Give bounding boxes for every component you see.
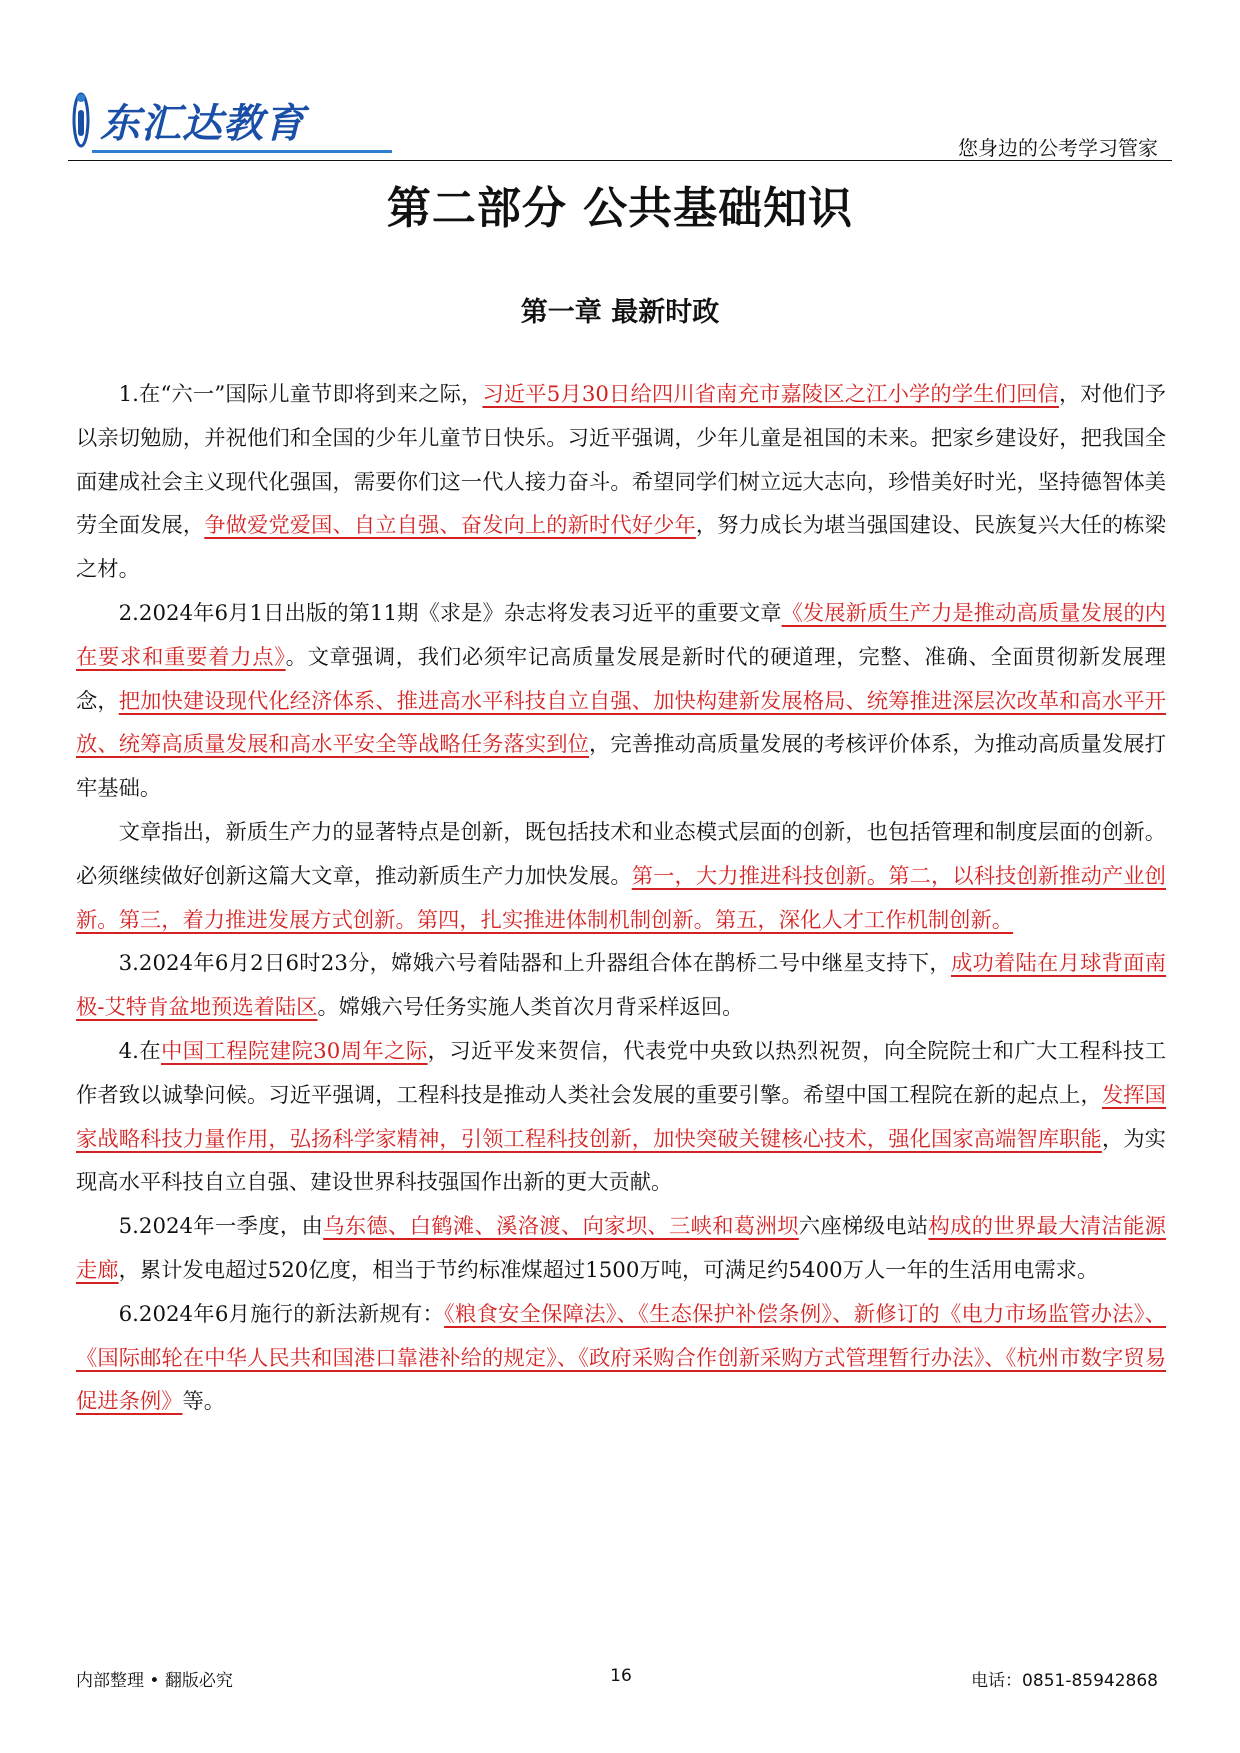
text-run: 。文章强调，我们必须牢记高质量发展是新时代的硬道理，完整、准确、全面贯彻新发展理念， bbox=[76, 644, 1166, 714]
paragraph bbox=[76, 1205, 1166, 1293]
text-run: ，完善推动高质量发展的考核评价体系，为推动高质量发展打牢基础。 bbox=[76, 732, 1166, 802]
highlighted-text: 《粮食安全保障法》、《生态保护补偿条例》、新修订的《电力市场监管办法》、《国际邮轮在中华人民共和国港口靠港补给的规定》、《政府采购合作创新采购方式管理暂行办法》、《杭州市数字贸易促进条例》 bbox=[76, 1301, 1166, 1415]
text-run: 2.2024年6月1日出版的第11期《求是》杂志将发表习近平的重要文章 bbox=[118, 600, 782, 626]
highlighted-text: 《发展新质生产力是推动高质量发展的内在要求和重要着力点》 bbox=[76, 600, 1166, 670]
paragraph bbox=[76, 373, 1166, 592]
paragraph bbox=[76, 811, 1166, 942]
text-run: 。嫦娥六号任务实施人类首次月背采样返回。 bbox=[317, 995, 744, 1021]
highlighted-text: 中国工程院建院30周年之际 bbox=[161, 1038, 428, 1064]
text-run: 3.2024年6月2日6时23分，嫦娥六号着陆器和上升器组合体在鹊桥二号中继星支持下， bbox=[118, 951, 951, 977]
chapter-title: 第一章 最新时政 bbox=[520, 297, 720, 328]
paragraph bbox=[76, 942, 1166, 1030]
text-run: ，对他们予以亲切勉励，并祝他们和全国的少年儿童节日快乐。习近平强调，少年儿童是祖国的未来。把家乡建设好，把我国全面建成社会主义现代化强国，需要你们这一代人接力奋斗。希望同学们树立远大志向，珍惜美好时光，坚持德智体美劳全面发展， bbox=[76, 382, 1166, 539]
logo-text: 东汇达教育 bbox=[100, 100, 305, 147]
page-number: 16 bbox=[610, 1666, 632, 1686]
logo bbox=[68, 88, 305, 152]
footer-copyright: 内部整理 • 翻版必究 bbox=[76, 1671, 233, 1691]
text-run: ，累计发电超过520亿度，相当于节约标准煤超过1500万吨，可满足约5400万人一年的生活用电需求。 bbox=[118, 1257, 1099, 1283]
text-run: 1.在“六一”国际儿童节即将到来之际， bbox=[118, 382, 483, 407]
header-slogan: 您身边的公考学习管家 bbox=[958, 136, 1158, 160]
highlighted-text: 争做爱党爱国、自立自强、奋发向上的新时代好少年 bbox=[204, 513, 696, 539]
paragraph bbox=[76, 592, 1166, 811]
highlighted-text: 乌东德、白鹤滩、溪洛渡、向家坝、三峡和葛洲坝 bbox=[323, 1214, 799, 1240]
text-run: 六座梯级电站 bbox=[798, 1214, 929, 1240]
text-run: 等。 bbox=[182, 1389, 226, 1415]
text-run: 4.在 bbox=[118, 1038, 162, 1064]
highlighted-text: 构成的世界最大清洁能源走廊 bbox=[76, 1214, 1166, 1283]
text-run: 5.2024年一季度，由 bbox=[118, 1214, 324, 1240]
highlighted-text: 发挥国家战略科技力量作用，弘扬科学家精神，引领工程科技创新，加快突破关键核心技术，强化国家高端智库职能 bbox=[76, 1082, 1166, 1152]
document-body bbox=[76, 373, 1166, 1424]
logo-underline bbox=[92, 150, 392, 153]
highlighted-text: 成功着陆在月球背面南极-艾特肯盆地预选着陆区 bbox=[76, 951, 1166, 1021]
text-run: 6.2024年6月施行的新法新规有： bbox=[118, 1301, 445, 1327]
page-header bbox=[68, 88, 1172, 158]
part-title: 第二部分 公共基础知识 bbox=[386, 183, 854, 234]
header-rule bbox=[68, 160, 1172, 161]
highlighted-text: 把加快建设现代化经济体系、推进高水平科技自立自强、加快构建新发展格局、统筹推进深层次改革和高水平开放、统筹高质量发展和高水平安全等战略任务落实到位 bbox=[76, 688, 1166, 758]
page-footer bbox=[76, 1666, 1166, 1696]
logo-mark-icon bbox=[68, 90, 94, 150]
highlighted-text: 习近平5月30日给四川省南充市嘉陵区之江小学的学生们回信 bbox=[482, 382, 1059, 407]
text-run: 文章指出，新质生产力的显著特点是创新，既包括技术和业态模式层面的创新，也包括管理和制度层面的创新。必须继续做好创新这篇大文章，推动新质生产力加快发展。 bbox=[76, 819, 1166, 889]
paragraph bbox=[76, 1030, 1166, 1205]
footer-phone: 电话：0851-85942868 bbox=[971, 1671, 1158, 1691]
highlighted-text: 第一，大力推进科技创新。第二，以科技创新推动产业创新。第三，着力推进发展方式创新。第四，扎实推进体制机制创新。第五，深化人才工作机制创新。 bbox=[76, 863, 1166, 933]
text-run: ，为实现高水平科技自立自强、建设世界科技强国作出新的更大贡献。 bbox=[76, 1126, 1166, 1196]
paragraph bbox=[76, 1293, 1166, 1424]
text-run: ，习近平发来贺信，代表党中央致以热烈祝贺，向全院院士和广大工程科技工作者致以诚挚问候。习近平强调，工程科技是推动人类社会发展的重要引擎。希望中国工程院在新的起点上， bbox=[76, 1038, 1166, 1108]
text-run: ，努力成长为堪当强国建设、民族复兴大任的栋梁之材。 bbox=[76, 513, 1166, 583]
